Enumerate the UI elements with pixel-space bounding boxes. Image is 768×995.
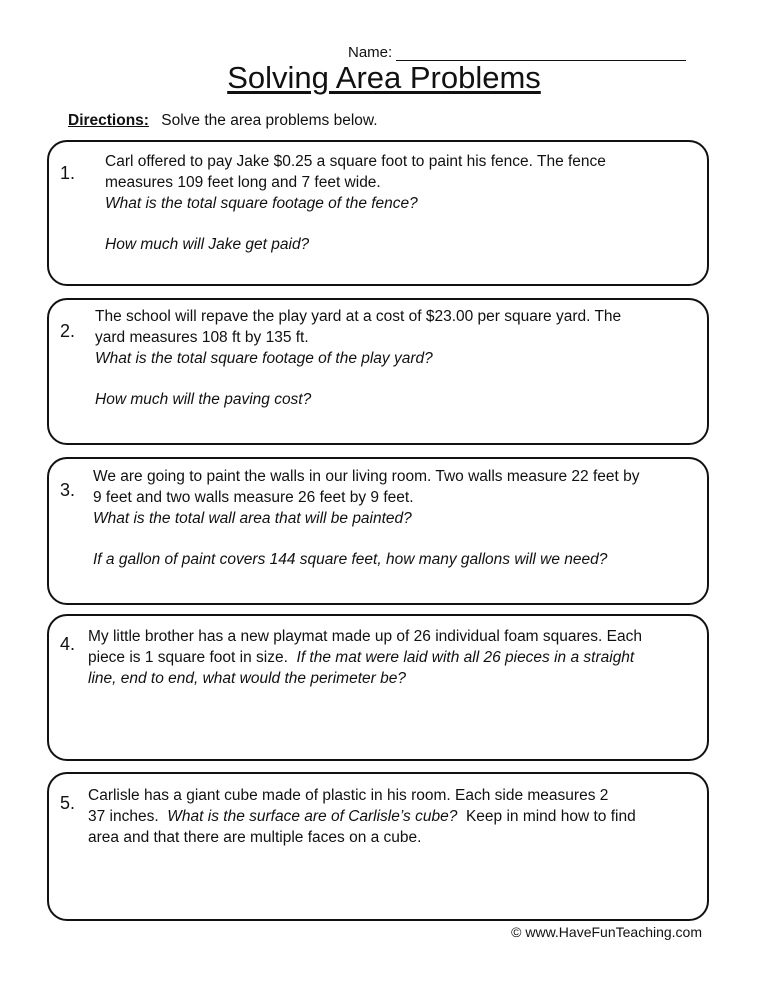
problem-3-line-2: 9 feet and two walls measure 26 feet by 9 feet. [93, 489, 414, 506]
problem-text-4 [88, 626, 642, 689]
problem-1-question-1: What is the total square footage of the fence? [105, 195, 418, 212]
directions [68, 112, 378, 130]
problem-5-line-2-tail: Keep in mind how to find [457, 808, 636, 825]
worksheet-title: Solving Area Problems [227, 60, 541, 95]
problem-5-line-2 [88, 806, 636, 827]
problem-2-question-1: What is the total square footage of the play yard? [95, 350, 433, 367]
problem-1-line-2: measures 109 feet long and 7 feet wide. [105, 174, 381, 191]
problem-4-question-part-1: If the mat were laid with all 26 pieces in a straight [296, 649, 635, 666]
problem-5-line-2-plain: 37 inches. [88, 808, 168, 825]
problem-4-line-2-plain: piece is 1 square foot in size. [88, 649, 297, 666]
problem-4-line-2 [88, 647, 642, 668]
problem-4-question-part-2: line, end to end, what would the perimeter be? [88, 670, 406, 687]
name-field [348, 44, 686, 61]
footer-credit: © www.HaveFunTeaching.com [511, 924, 702, 940]
problem-2-line-1: The school will repave the play yard at a cost of $23.00 per square yard. The [95, 308, 622, 325]
problem-number-1: 1. [60, 163, 76, 183]
directions-text: Solve the area problems below. [161, 112, 378, 129]
problem-number-2: 2. [60, 321, 76, 341]
problem-number-3: 3. [60, 480, 76, 500]
problem-3-line-1: We are going to paint the walls in our living room. Two walls measure 22 feet by [93, 468, 640, 485]
problem-text-5 [88, 785, 636, 848]
name-blank-line[interactable] [396, 46, 686, 61]
problem-5-question: What is the surface are of Carlisle’s cube? [167, 808, 458, 825]
problem-5-line-1: Carlisle has a giant cube made of plastic in his room. Each side measures 2 [88, 787, 609, 804]
problem-text-3 [93, 466, 640, 570]
problem-2-question-2: How much will the paving cost? [95, 391, 312, 408]
problem-1-question-2: How much will Jake get paid? [105, 236, 310, 253]
problem-number-5: 5. [60, 793, 76, 813]
problem-text-2 [95, 306, 621, 410]
problem-2-line-2: yard measures 108 ft by 135 ft. [95, 329, 309, 346]
name-label: Name: [348, 44, 393, 61]
problem-3-question-2: If a gallon of paint covers 144 square feet, how many gallons will we need? [93, 551, 608, 568]
problem-3-question-1: What is the total wall area that will be painted? [93, 510, 412, 527]
problem-number-4: 4. [60, 634, 76, 654]
directions-label: Directions: [68, 112, 149, 129]
problem-5-line-3: area and that there are multiple faces on a cube. [88, 829, 422, 846]
problem-4-line-1: My little brother has a new playmat made up of 26 individual foam squares. Each [88, 628, 642, 645]
problem-text-1 [105, 151, 606, 255]
problem-1-line-1: Carl offered to pay Jake $0.25 a square foot to paint his fence. The fence [105, 153, 606, 170]
